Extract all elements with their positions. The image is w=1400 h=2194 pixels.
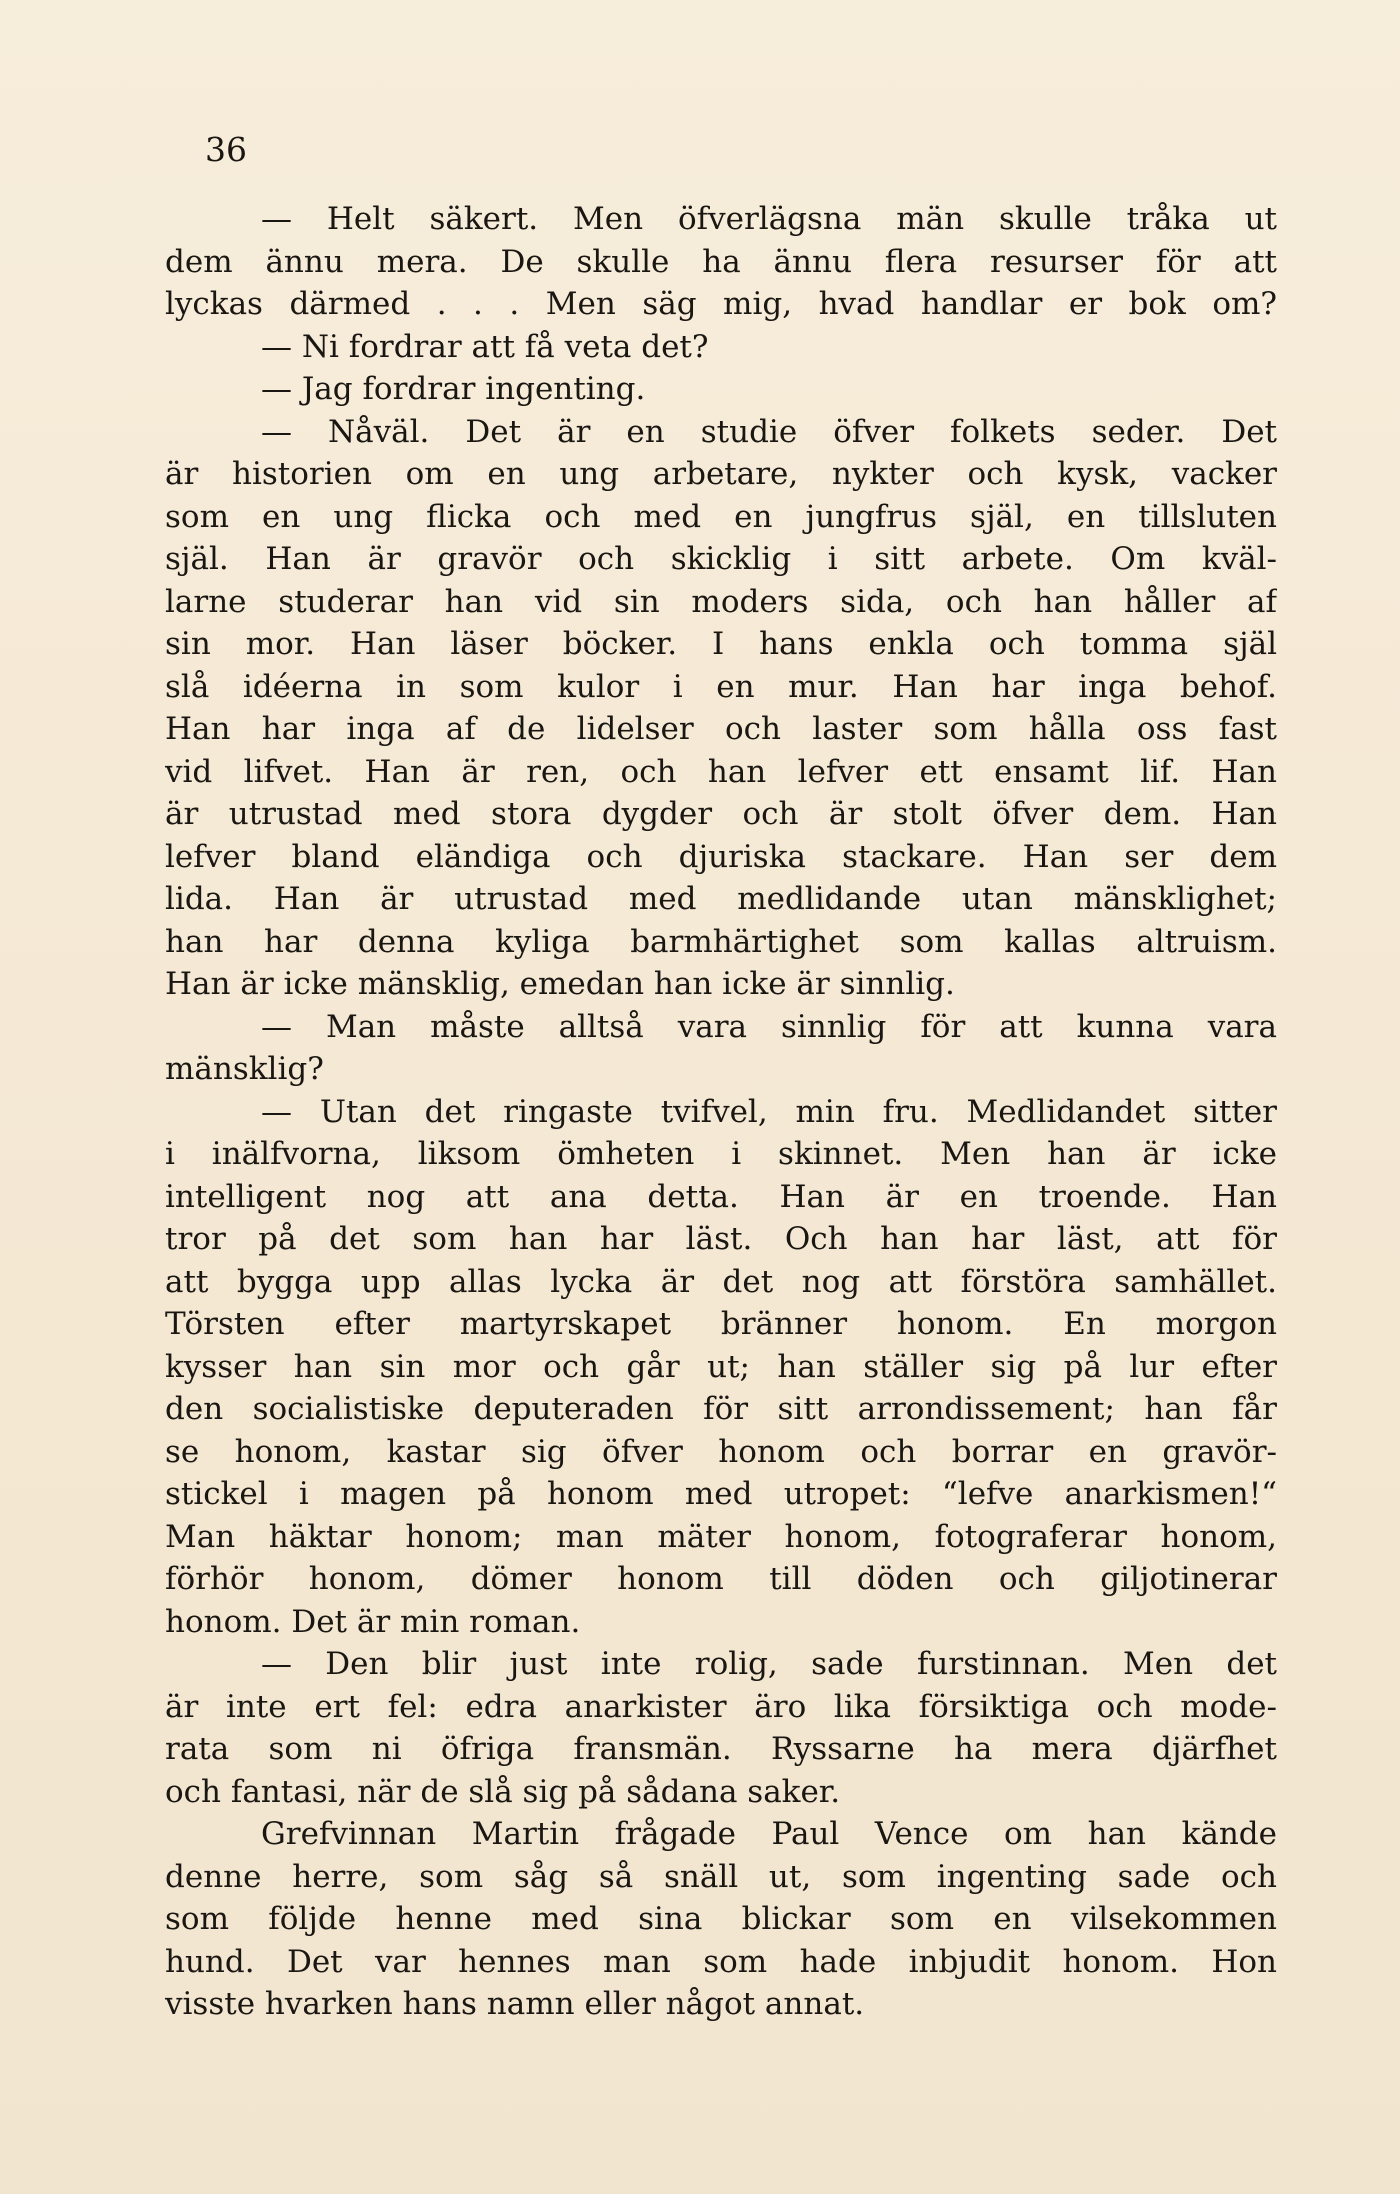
text-line: i inälfvorna, liksom ömheten i skinnet. Men han är icke xyxy=(165,1136,1277,1172)
text-line: som följde henne med sina blickar som en vilsekommen xyxy=(165,1901,1277,1937)
text-line: och fantasi, när de slå sig på sådana saker. xyxy=(165,1773,841,1810)
text-line: honom. Det är min roman. xyxy=(165,1603,581,1640)
text-line: vid lifvet. Han är ren, och han lefver ett ensamt lif. Han xyxy=(165,753,1277,790)
text-line: rata som ni öfriga fransmän. Ryssarne ha mera djärfhet xyxy=(165,1731,1277,1767)
text-line: Han är icke mänsklig, emedan han icke är sinnlig. xyxy=(165,966,955,1002)
text-line: stickel i magen på honom med utropet: “lefve anarkismen!“ xyxy=(165,1476,1277,1512)
text-line: Man häktar honom; man mäter honom, fotograferar honom, xyxy=(165,1518,1277,1555)
text-line: mänsklig? xyxy=(165,1051,324,1087)
text-line: slå idéerna in som kulor i en mur. Han har inga behof. xyxy=(165,668,1277,705)
text-line: sin mor. Han läser böcker. I hans enkla och tomma själ xyxy=(165,626,1277,662)
text-line: lefver bland eländiga och djuriska stackare. Han ser dem xyxy=(165,838,1277,875)
text-line: förhör honom, dömer honom till döden och giljotinerar xyxy=(165,1561,1277,1597)
text-line: — Nåväl. Det är en studie öfver folkets seder. Det xyxy=(261,413,1277,450)
text-line: själ. Han är gravör och skicklig i sitt arbete. Om kväl- xyxy=(165,541,1277,577)
body-text xyxy=(165,198,1277,2026)
text-line: — Helt säkert. Men öfverlägsna män skulle tråka ut xyxy=(261,201,1277,237)
text-line: hund. Det var hennes man som hade inbjudit honom. Hon xyxy=(165,1943,1277,1980)
text-line: Grefvinnan Martin frågade Paul Vence om han kände xyxy=(261,1816,1277,1852)
text-line: — Utan det ringaste tvifvel, min fru. Medlidandet sitter xyxy=(261,1093,1277,1130)
text-line: — Man måste alltså vara sinnlig för att kunna vara xyxy=(261,1008,1277,1045)
text-line: att bygga upp allas lycka är det nog att förstöra samhället. xyxy=(165,1263,1277,1300)
text-line: Törsten efter martyrskapet bränner honom. En morgon xyxy=(165,1306,1277,1342)
text-line: — Jag fordrar ingenting. xyxy=(261,371,646,407)
text-line: är utrustad med stora dygder och är stolt öfver dem. Han xyxy=(165,796,1277,832)
text-line: den socialistiske deputeraden för sitt arrondissement; han får xyxy=(165,1391,1277,1427)
text-line: är historien om en ung arbetare, nykter och kysk, vacker xyxy=(165,456,1277,492)
text-line: se honom, kastar sig öfver honom och borrar en gravör- xyxy=(165,1433,1277,1470)
text-line: — Ni fordrar att få veta det? xyxy=(261,328,709,365)
text-line: visste hvarken hans namn eller något annat. xyxy=(165,1986,865,2022)
text-line: denne herre, som såg så snäll ut, som ingenting sade och xyxy=(165,1858,1277,1895)
text-line: — Den blir just inte rolig, sade furstinnan. Men det xyxy=(261,1646,1277,1682)
page-number: 36 xyxy=(205,130,247,169)
text-line: dem ännu mera. De skulle ha ännu flera resurser för att xyxy=(165,243,1277,280)
text-line: intelligent nog att ana detta. Han är en troende. Han xyxy=(165,1178,1277,1215)
text-line: Han har inga af de lidelser och laster som hålla oss fast xyxy=(165,711,1277,747)
text-line: lida. Han är utrustad med medlidande utan mänsklighet; xyxy=(165,881,1277,917)
text-line: han har denna kyliga barmhärtighet som kallas altruism. xyxy=(165,923,1277,960)
text-line: larne studerar han vid sin moders sida, och han håller af xyxy=(165,583,1277,620)
text-line: är inte ert fel: edra anarkister äro lika försiktiga och mode- xyxy=(165,1688,1277,1725)
text-line: tror på det som han har läst. Och han har läst, att för xyxy=(165,1221,1277,1257)
text-line: kysser han sin mor och går ut; han ställer sig på lur efter xyxy=(165,1348,1277,1385)
text-line: som en ung flicka och med en jungfrus själ, en tillsluten xyxy=(165,498,1277,535)
text-line: lyckas därmed . . . Men säg mig, hvad handlar er bok om? xyxy=(165,286,1277,322)
